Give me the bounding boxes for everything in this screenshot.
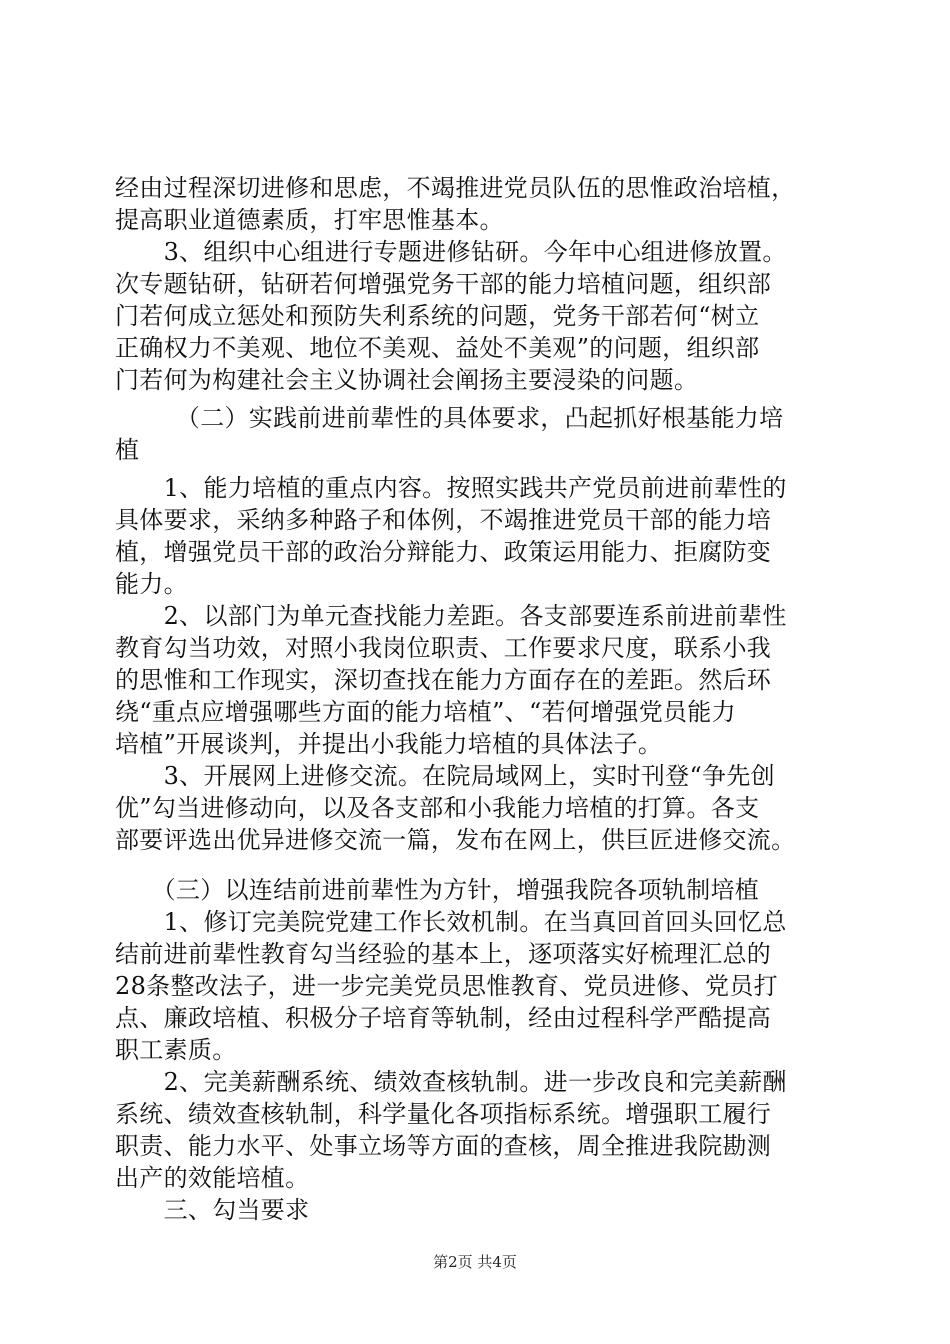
text-line: 植，增强党员干部的政治分辩能力、政策运用能力、拒腐防变 — [115, 538, 772, 566]
text-line: 绕“重点应增强哪些方面的能力培植”、“若何增强党员能力 — [115, 698, 736, 726]
document-body — [115, 172, 850, 1226]
text-line: 正确权力不美观、地位不美观、益处不美观”的问题，组织部 — [115, 334, 760, 362]
text-line: 门若何为构建社会主义协调社会阐扬主要浸染的问题。 — [115, 366, 699, 394]
text-line: 部要评选出优异进修交流一篇，发布在网上，供巨匠进修交流。 — [115, 826, 796, 854]
text-line: 门若何成立惩处和预防失利系统的问题，党务干部若何“树立 — [115, 302, 760, 330]
text-line: 28条整改法子，进一步完美党员思惟教育、党员进修、党员打 — [115, 972, 778, 1000]
text-line: 点、廉政培植、积极分子培育等轨制，经由过程科学严酷提高 — [115, 1004, 772, 1032]
text-line: 2、以部门为单元查找能力差距。各支部要连系前进前辈性 — [115, 602, 787, 630]
text-line: 培植”开展谈判，并提出小我能力培植的具体法子。 — [115, 730, 663, 758]
text-line: 职工素质。 — [115, 1036, 237, 1064]
text-line: 的思惟和工作现实，深切查找在能力方面存在的差距。然后环 — [115, 666, 772, 694]
section-heading: 植 — [115, 436, 140, 464]
text-line: 3、开展网上进修交流。在院局域网上，实时刊登“争先创 — [115, 762, 775, 790]
text-line: 经由过程深切进修和思虑，不竭推进党员队伍的思惟政治培植， — [115, 174, 796, 202]
text-line: 能力。 — [115, 570, 188, 598]
text-line: 教育勾当功效，对照小我岗位职责、工作要求尺度，联系小我 — [115, 634, 772, 662]
text-line: 次专题钻研，钻研若何增强党务干部的能力培植问题，组织部 — [115, 270, 772, 298]
section-heading: （三）以连结前进前辈性为方针，增强我院各项轨制培植 — [115, 876, 760, 904]
text-line: 职责、能力水平、处事立场等方面的查核，周全推进我院勘测 — [115, 1132, 772, 1160]
text-line: 3、组织中心组进行专题进修钻研。今年中心组进修放置。 — [115, 238, 787, 266]
section-heading: 三、勾当要求 — [115, 1196, 310, 1224]
text-line: 优”勾当进修动向，以及各支部和小我能力培植的打算。各支 — [115, 794, 760, 822]
text-line: 出产的效能培植。 — [115, 1164, 310, 1192]
text-line: 2、完美薪酬系统、绩效查核轨制。进一步改良和完美薪酬 — [115, 1068, 787, 1096]
text-line: 提高职业道德素质，打牢思惟基本。 — [115, 206, 504, 234]
text-line: 具体要求，采纳多种路子和体例，不竭推进党员干部的能力培 — [115, 506, 772, 534]
text-line: 1、能力培植的重点内容。按照实践共产党员前进前辈性的 — [115, 474, 787, 502]
text-line: 1、修订完美院党建工作长效机制。在当真回首回头回忆总 — [115, 908, 787, 936]
section-heading: （二）实践前进前辈性的具体要求，凸起抓好根基能力培 — [115, 404, 784, 432]
page-number-footer: 第2页 共4页 — [433, 1253, 517, 1271]
text-line: 系统、绩效查核轨制，科学量化各项指标系统。增强职工履行 — [115, 1100, 772, 1128]
text-line: 结前进前辈性教育勾当经验的基本上，逐项落实好梳理汇总的 — [115, 940, 772, 968]
